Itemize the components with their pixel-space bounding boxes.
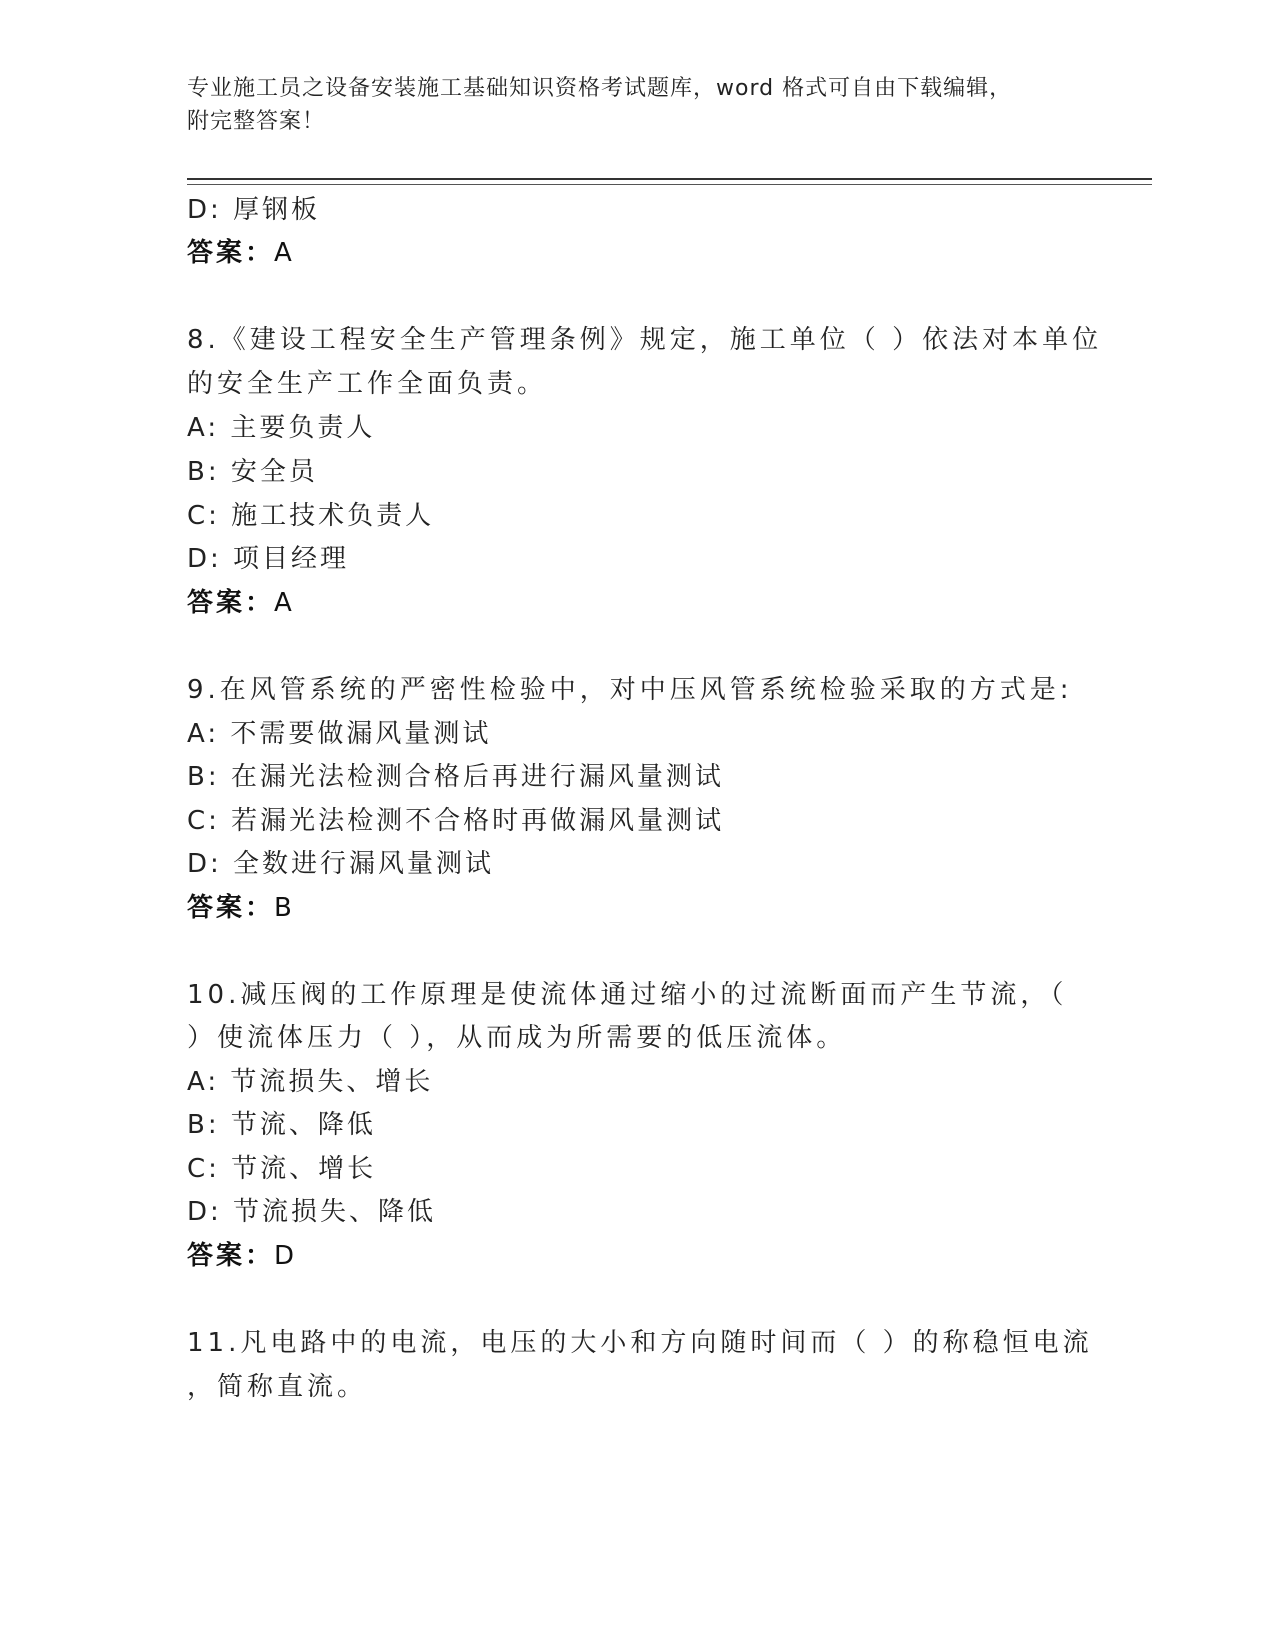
header-line-2: 附完整答案！ [187, 109, 326, 134]
question-9-text-line-1: 9.在风管系统的严密性检验中，对中压风管系统检验采取的方式是: [187, 675, 1073, 705]
question-10-option-d: D: 节流损失、降低 [187, 1197, 437, 1227]
document-header [187, 72, 1077, 138]
question-8-option-c: C: 施工技术负责人 [187, 501, 435, 531]
answer-value: D [274, 1241, 297, 1271]
prev-answer [187, 233, 294, 273]
header-line-1: 专业施工员之设备安装施工基础知识资格考试题库，word 格式可自由下载编辑， [187, 76, 1013, 101]
question-9-option-c: C: 若漏光法检测不合格时再做漏风量测试 [187, 806, 725, 836]
question-9-option-a: A: 不需要做漏风量测试 [187, 719, 492, 749]
question-8-option-b: B: 安全员 [187, 457, 318, 487]
question-10-text-line-1: 10.减压阀的工作原理是使流体通过缩小的过流断面而产生节流，（ [187, 980, 1068, 1010]
answer-value: A [274, 238, 294, 268]
question-9-answer [187, 888, 294, 928]
question-11-text-line-2: ，简称直流。 [187, 1372, 368, 1402]
question-8-option-d: D: 项目经理 [187, 544, 350, 574]
question-10-answer [187, 1236, 296, 1276]
question-10-option-b: B: 节流、降低 [187, 1110, 376, 1140]
answer-value: B [274, 893, 294, 923]
question-10-option-c: C: 节流、增长 [187, 1154, 377, 1184]
answer-label: 答案： [187, 588, 275, 618]
header-divider-thin [187, 184, 1152, 185]
prev-option-d: D: 厚钢板 [187, 195, 321, 225]
question-10-text-line-2: ）使流体压力（ ），从而成为所需要的低压流体。 [187, 1023, 847, 1053]
answer-label: 答案： [187, 1241, 275, 1271]
question-8-answer [187, 583, 294, 623]
question-9-option-b: B: 在漏光法检测合格后再进行漏风量测试 [187, 762, 724, 792]
answer-value: A [274, 588, 294, 618]
question-8-option-a: A: 主要负责人 [187, 413, 376, 443]
question-8-text-line-1: 8.《建设工程安全生产管理条例》规定，施工单位（ ）依法对本单位 [187, 325, 1103, 355]
header-divider-thick [187, 178, 1152, 180]
question-10-option-a: A: 节流损失、增长 [187, 1067, 434, 1097]
question-11-text-line-1: 11.凡电路中的电流，电压的大小和方向随时间而（ ）的称稳恒电流 [187, 1328, 1093, 1358]
answer-label: 答案： [187, 238, 275, 268]
answer-label: 答案： [187, 893, 275, 923]
question-8-text-line-2: 的安全生产工作全面负责。 [187, 369, 548, 399]
question-9-option-d: D: 全数进行漏风量测试 [187, 849, 495, 879]
